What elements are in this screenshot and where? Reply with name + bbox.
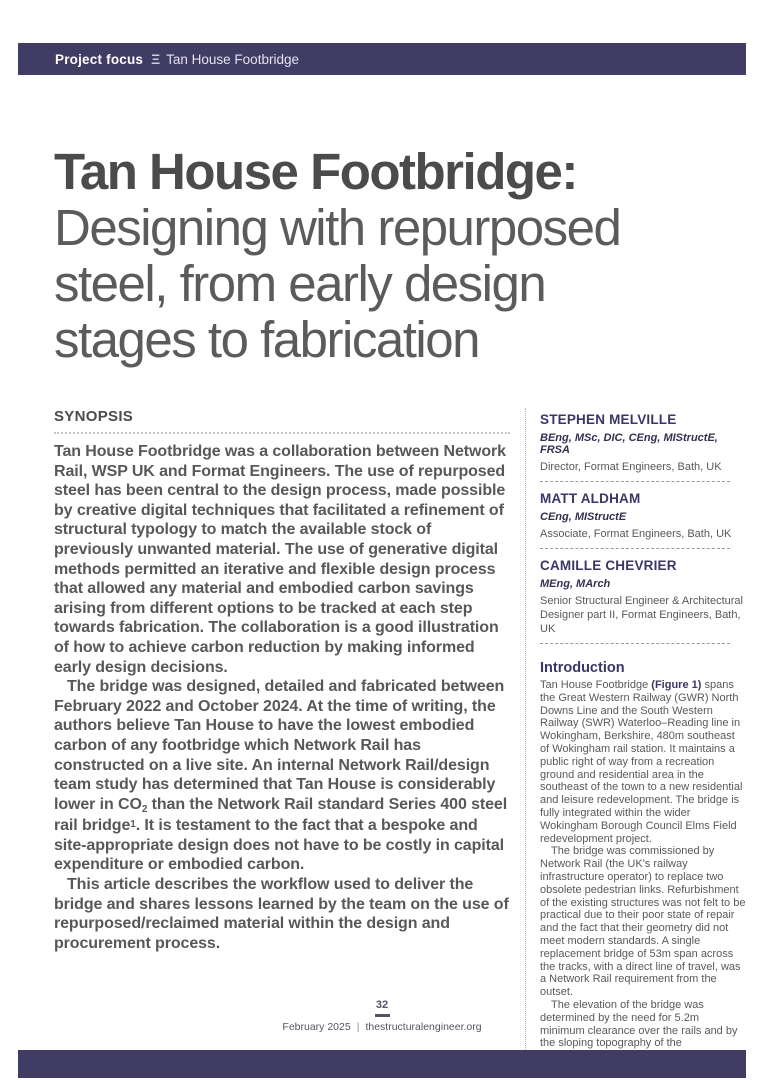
synopsis-paragraph-1: Tan House Footbridge was a collaboration between Network Rail, WSP UK and Format Engineers. The use of repurposed steel has been central to the design process, made possible by creative digital techniques that facilitated a refinement of structural typology to match the available stock of previously unwanted material. The use of generative digital methods permitted an iterative and flexible design process that allowed any material and embodied carbon savings arising from different options to be tracked at each step towards fabrication. The collaboration is a good illustration of how to achieve carbon reduction by making informed early design decisions. [54, 443, 506, 676]
bottom-brand-bar [18, 1050, 746, 1078]
author-qualifications: MEng, MArch [540, 578, 611, 590]
author-qualifications: BEng, MSc, DIC, CEng, MIStructE, FRSA [540, 432, 718, 456]
footer-date: February 2025 [282, 1021, 351, 1033]
introduction-heading: Introduction [540, 660, 625, 676]
author-separator [540, 548, 730, 549]
author-block [540, 558, 746, 644]
page-number: 32 [375, 999, 389, 1011]
page-footer [0, 995, 764, 1033]
reference-superscript: 1 [130, 819, 136, 831]
author-block [540, 412, 746, 482]
introduction-section [540, 660, 746, 1050]
synopsis-p2-text-b: than the Network Rail standard Series 400 steel rail bridge [54, 795, 508, 835]
synopsis-dotted-rule [54, 432, 510, 434]
author-name: MATT ALDHAM [540, 491, 641, 506]
sidebar-column [525, 408, 746, 1050]
kicker-bar [18, 43, 746, 75]
article-title-light-line-3: stages to fabrication [54, 311, 479, 368]
author-role: Associate, Format Engineers, Bath, UK [540, 528, 732, 540]
author-role: Director, Format Engineers, Bath, UK [540, 461, 722, 473]
author-name: STEPHEN MELVILLE [540, 412, 677, 427]
author-separator [540, 481, 730, 482]
author-role: Senior Structural Engineer & Architectural Designer part II, Format Engineers, Bath, UK [540, 595, 743, 635]
author-block [540, 491, 746, 549]
article-title-light-line-1: Designing with repurposed [54, 199, 621, 256]
author-name: CAMILLE CHEVRIER [540, 558, 677, 573]
synopsis-paragraph-3: This article describes the workflow used to deliver the bridge and shares lessons learned by the team on the use of repurposed/reclaimed material within the design and procurement process. [54, 876, 509, 952]
introduction-paragraph-2: The bridge was commissioned by Network Rail (the UK's railway infrastructure operator) to replace two obsolete pedestrian links. Refurbishment of the existing structures was not felt to be practical due to their poor state of repair and the fact that their geometry did not meet modern standards. A single replacement bridge of 53m span across the tracks, with a direct line of travel, was a Network Rail requirement from the outset. [540, 845, 746, 999]
footer-imprint [0, 1021, 764, 1033]
footer-site-url: thestructuralengineer.org [365, 1021, 482, 1033]
synopsis-p2-text-a: The bridge was designed, detailed and fabricated between February 2022 and October 2024. At the time of writing, the authors believe Tan House to have the lowest embodied carbon of any footbridge which Network Rail has constructed on a live site. An internal Network Rail/design team study has determined that Tan House is considerably lower in CO [54, 678, 505, 813]
footer-divider: | [356, 1021, 360, 1033]
introduction-paragraph-1 [540, 679, 746, 845]
synopsis-p2-text-c: . It is testament to the fact that a bespoke and site-appropriate design does not have to be costly in capital expenditure or embodied carbon. [54, 817, 504, 874]
author-qualifications: CEng, MIStructE [540, 511, 627, 523]
article-title-light-line-2: steel, from early design [54, 255, 546, 312]
author-separator [540, 643, 730, 644]
synopsis-paragraph-2 [54, 677, 510, 875]
synopsis-heading: SYNOPSIS [54, 408, 134, 425]
page-number-rule [375, 1014, 390, 1017]
figure-1-reference: (Figure 1) [651, 679, 702, 691]
kicker-label: Project focus [55, 51, 144, 67]
kicker-article-title: Tan House Footbridge [166, 51, 299, 67]
magazine-logo-icon: Ξ [151, 51, 161, 67]
intro-p1-text-b: spans the Great Western Railway (GWR) North Downs Line and the South Western Railway (SWR) Waterloo–Reading line in Wokingham, Berkshire, 480m southeast of Wokingham rail station. It maintains a public right of way from a recreation ground and residential area in the southeast of the town to a new residential and leisure redevelopment. The bridge is fully integrated within the wider Wokingham Borough Council Elms Field redevelopment project. [540, 679, 743, 845]
article-title-bold-line: Tan House Footbridge: [54, 143, 577, 200]
article-title [54, 144, 734, 368]
synopsis-column [54, 408, 510, 1050]
main-content [54, 408, 746, 1050]
introduction-paragraph-3: The elevation of the bridge was determined by the need for 5.2m minimum clearance over the rails and by the sloping topography of the [540, 998, 738, 1050]
co2-subscript: 2 [141, 803, 148, 815]
intro-p1-text-a: Tan House Footbridge [540, 679, 652, 691]
